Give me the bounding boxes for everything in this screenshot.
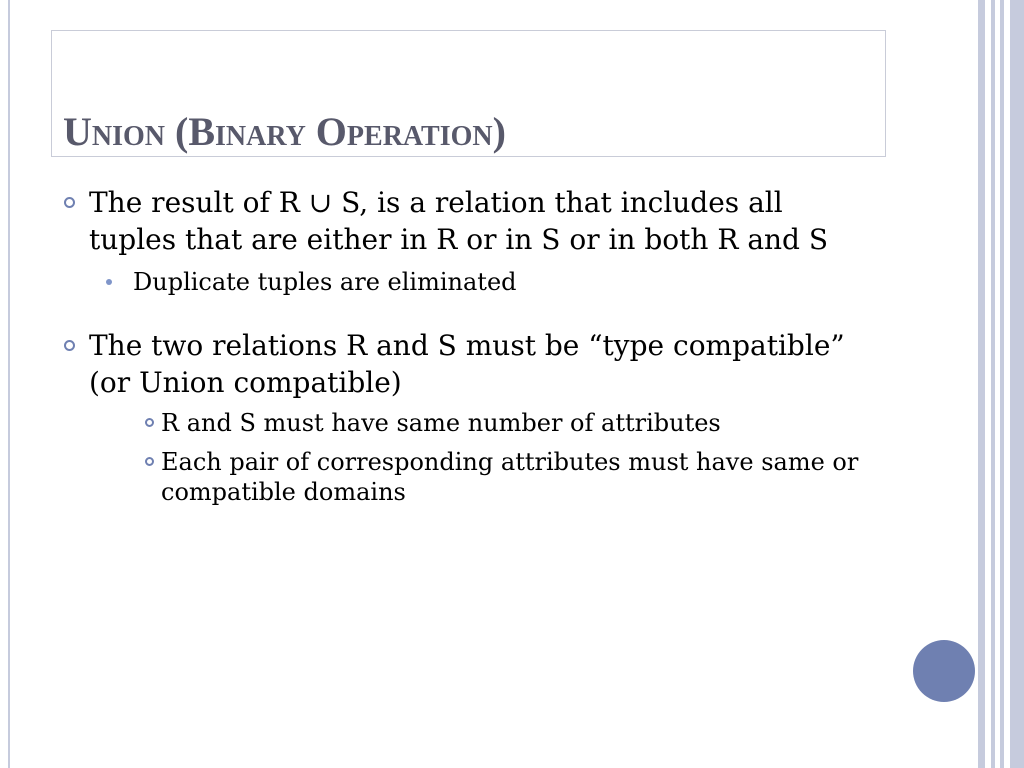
bullet-1-line-1: The result of R ∪ S, is a relation that includes all xyxy=(89,186,783,219)
bullet-1 xyxy=(64,184,828,258)
sub-bullet-2-2-line-1: Each pair of corresponding attributes must have same or xyxy=(161,448,859,476)
sub-bullet-2-2-text xyxy=(161,447,858,507)
ring-bullet-icon xyxy=(145,457,154,466)
right-stripe-3 xyxy=(1000,0,1004,768)
dot-bullet-icon xyxy=(106,279,112,285)
bullet-1-text xyxy=(89,184,828,258)
bullet-2-line-2: (or Union compatible) xyxy=(89,366,402,399)
sub-bullet-1-1-text: Duplicate tuples are eliminated xyxy=(133,268,517,296)
bullet-1-line-2: tuples that are either in R or in S or in both R and S xyxy=(89,223,829,256)
right-stripe-1 xyxy=(978,0,985,768)
sub-bullet-2-2 xyxy=(145,447,858,507)
ring-bullet-icon xyxy=(64,197,75,208)
sub-bullet-2-2-line-2: compatible domains xyxy=(161,478,406,506)
ring-bullet-icon xyxy=(145,418,154,427)
left-border-line xyxy=(8,0,10,768)
right-stripe-4 xyxy=(1010,0,1024,768)
sub-bullet-2-1 xyxy=(145,408,721,438)
slide-title: Union (Binary Operation) xyxy=(63,109,506,154)
decorative-circle xyxy=(913,640,975,702)
bullet-2-text xyxy=(89,327,845,401)
bullet-2 xyxy=(64,327,845,401)
bullet-2-line-1: The two relations R and S must be “type compatible” xyxy=(89,329,845,362)
ring-bullet-icon xyxy=(64,340,75,351)
sub-bullet-2-1-text: R and S must have same number of attributes xyxy=(161,409,721,437)
right-stripe-2 xyxy=(991,0,995,768)
sub-bullet-1-1 xyxy=(106,267,517,297)
